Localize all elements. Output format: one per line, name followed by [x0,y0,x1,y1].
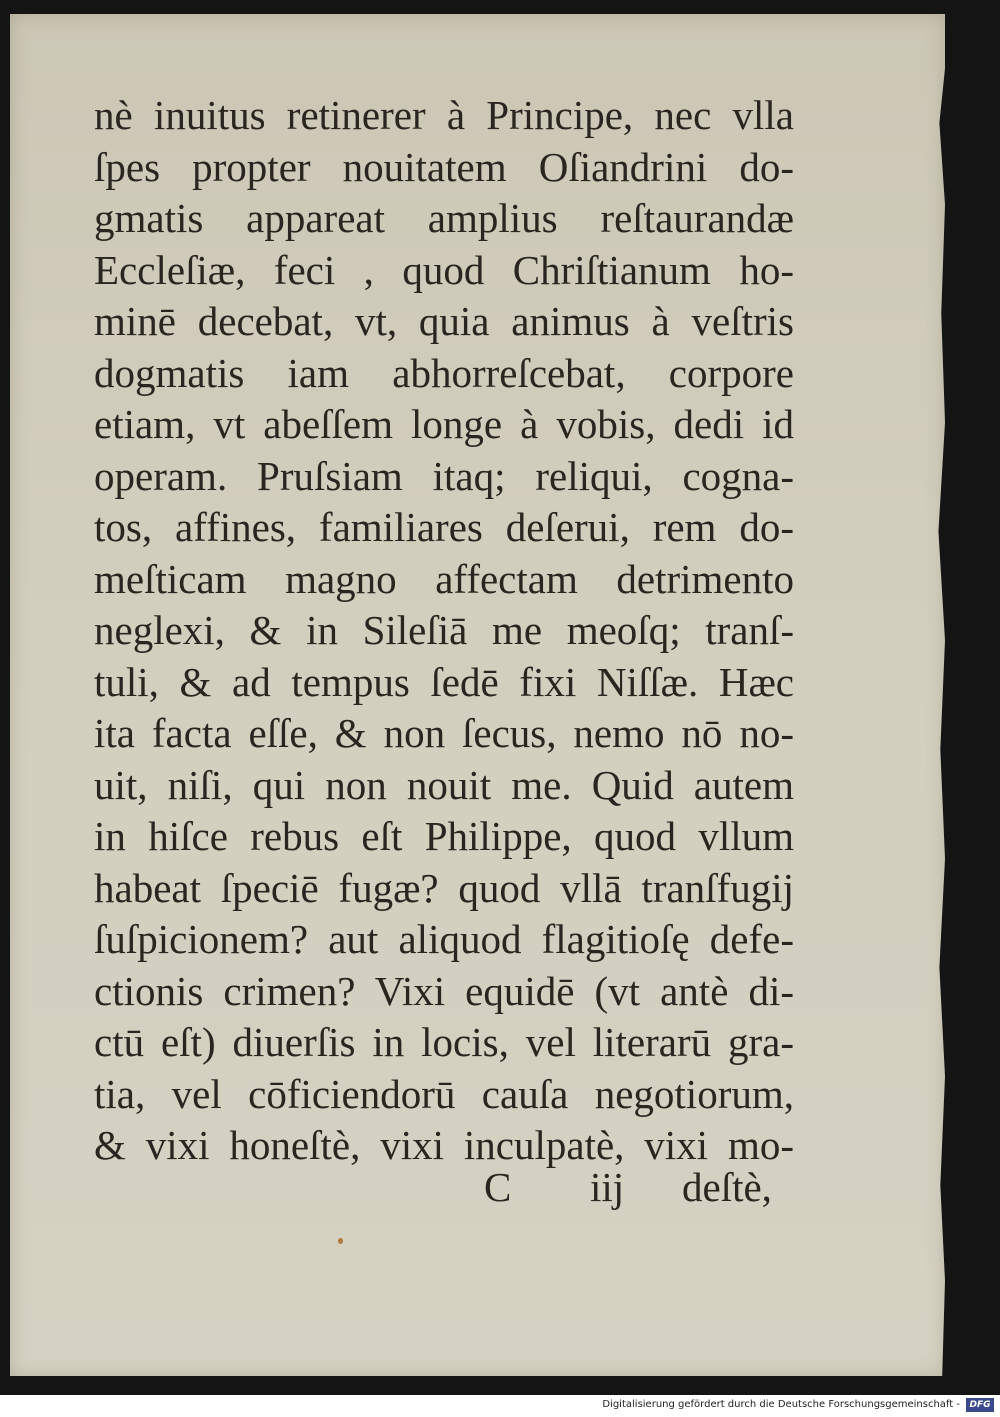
signature-number: iij [590,1164,625,1210]
signature-line [0,1163,1000,1223]
text-line: in hiſce rebus eſt Philippe, quod vllum [94,813,794,859]
text-line: dogmatis iam abhorreſcebat, corpore [94,349,794,396]
footer-credit: Digitalisierung gefördert durch die Deutsche Forschungsgemeinschaft - [602,1399,960,1410]
text-line: nè inuitus retinerer à Principe, nec vlla [94,92,794,138]
text-line: Eccleſiæ, feci , quod Chriſtianum ho- [94,246,794,293]
text-line: & vixi honeſtè, vixi inculpatè, vixi mo- [94,1122,794,1168]
text-line: meſticam magno affectam detrimento [94,555,794,602]
text-line: ita facta eſſe, & non ſecus, nemo nō no- [94,710,794,756]
text-line: uit, niſi, qui non nouit me. Quid autem [94,761,794,808]
text-line: ctionis crimen? Vixi equidē (vt antè di- [94,967,794,1014]
text-line: gmatis appareat amplius reſtaurandæ [94,195,794,241]
paper-speck [338,1238,343,1244]
text-line: minē decebat, vt, quia animus à veſtris [94,298,794,344]
digitization-footer [0,1395,1000,1417]
text-line: tuli, & ad tempus ſedē fixi Niſſæ. Hæc [94,658,794,705]
text-line: tos, affines, familiares deſerui, rem do- [94,504,794,550]
text-line: ctū eſt) diuerſis in locis, vel literarū gra- [94,1019,794,1065]
text-line: ſpes propter nouitatem Oſiandrini do- [94,143,794,190]
page-body-text [94,90,794,1172]
text-line: tia, vel cōficiendorū cauſa negotiorum, [94,1070,794,1117]
text-line: etiam, vt abeſſem longe à vobis, dedi id [94,401,794,447]
signature-mark: C [484,1164,512,1210]
text-line: neglexi, & in Sileſiā me meoſq; tranſ- [94,607,794,653]
catchword: deſtè, [682,1164,772,1210]
text-line: habeat ſpeciē fugæ? quod vllā tranſfugij [94,864,794,911]
dfg-logo: DFG [966,1398,994,1412]
text-line: operam. Pruſsiam itaq; reliqui, cogna- [94,452,794,499]
text-line: ſuſpicionem? aut aliquod flagitioſę defe- [94,916,794,962]
